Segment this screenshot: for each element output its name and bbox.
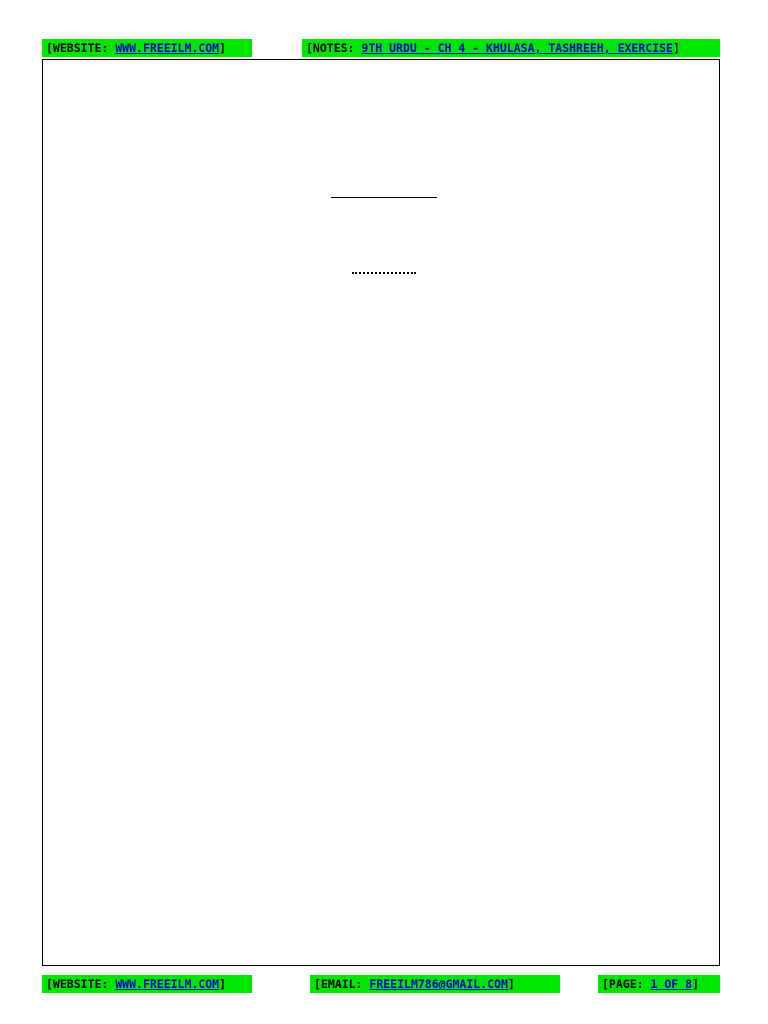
- header-website-link[interactable]: WWW.FREEILM.COM: [115, 41, 220, 55]
- frame-top-line: [42, 59, 720, 60]
- header-notes-link[interactable]: 9TH URDU - CH 4 - KHULASA, TASHREEH, EXERCISE: [361, 41, 673, 55]
- footer-website-prefix: [WEBSITE:: [46, 977, 109, 991]
- footer-page-prefix: [PAGE:: [602, 977, 644, 991]
- footer-website-suffix: ]: [219, 977, 227, 991]
- header-notes-suffix: ]: [672, 41, 680, 55]
- summary-heading: [234, 244, 534, 270]
- summary-body: [78, 294, 718, 816]
- frame-bottom-line: [42, 965, 720, 966]
- footer-website-link[interactable]: WWW.FREEILM.COM: [115, 977, 220, 991]
- author-name: [234, 170, 534, 194]
- header-website-bar: [42, 39, 252, 57]
- chapter-title: [180, 118, 588, 158]
- footer-page-bar: [598, 975, 720, 993]
- header-website-prefix: [WEBSITE:: [46, 41, 109, 55]
- footer-email-suffix: ]: [507, 977, 515, 991]
- footer-page-suffix: ]: [692, 977, 699, 991]
- header-notes-prefix: [NOTES:: [306, 41, 355, 55]
- summary-dotted-underline: [352, 272, 416, 274]
- frame-right-line: [719, 59, 720, 966]
- footer-email-link[interactable]: FREEILM786@GMAIL.COM: [369, 977, 508, 991]
- footer-email-bar: [310, 975, 560, 993]
- header-notes-bar: [302, 39, 720, 57]
- footer-website-bar: [42, 975, 252, 993]
- footer-page-link[interactable]: 1 OF 8: [650, 977, 693, 991]
- footer-email-prefix: [EMAIL:: [314, 977, 363, 991]
- author-underline: [331, 197, 437, 198]
- explanation-heading: [234, 846, 534, 878]
- frame-left-line: [42, 59, 43, 966]
- header-website-suffix: ]: [219, 41, 227, 55]
